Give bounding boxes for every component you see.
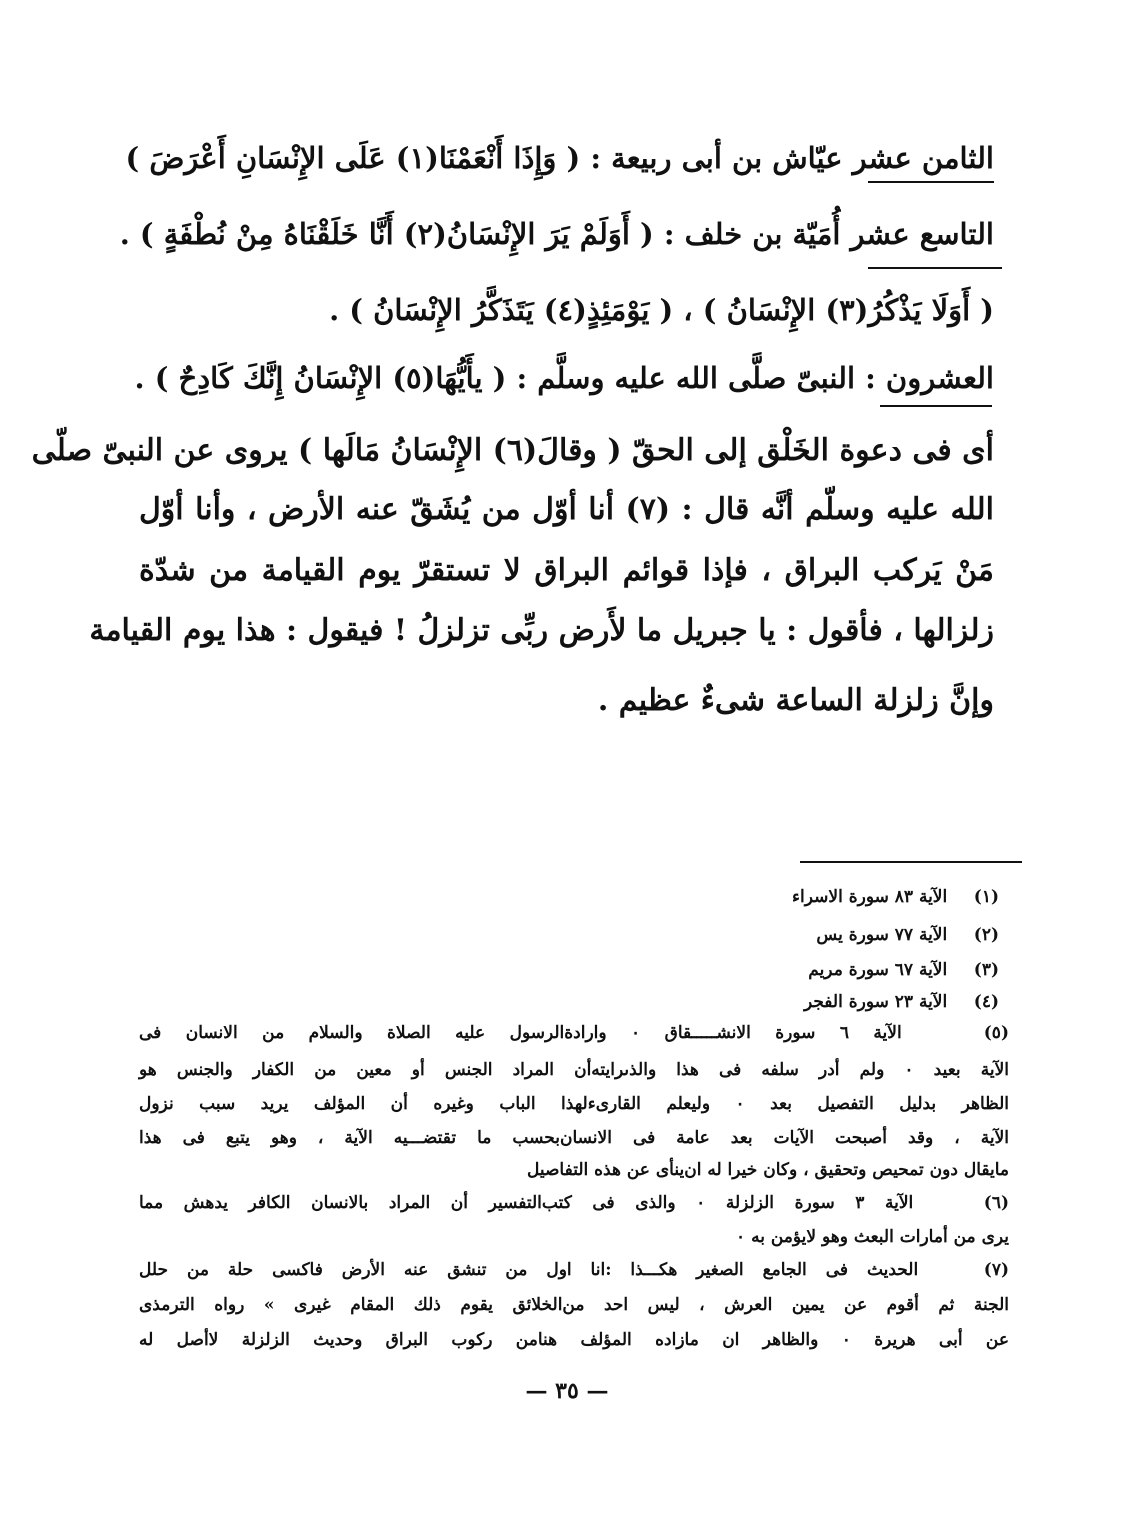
footnote-number: (٢)	[973, 925, 999, 945]
footnote-line	[139, 1125, 1009, 1151]
footnote-line	[139, 1224, 1009, 1250]
footnote-text: مايقال دون تمحيص وتحقيق ، وكان خيرا له ان‌ينأى عن هذه التفاصيل	[526, 1160, 1009, 1180]
footnote-line	[139, 884, 999, 910]
paragraph-line-1: أى فى دعوة الخَلْق إلى الحقّ ( وقالَ(٦) الإِنْسَانُ مَالَها ) يروى عن النبىّ صلّى	[31, 433, 994, 468]
underline-1	[868, 181, 994, 183]
footnote-line	[139, 1091, 1009, 1117]
footnote-text: الآية ، وقد أصبحت الآيات بعد عامة فى الانسان‌بحسب ما تقتضـــيه الآية ، وهو يتبع فى هذا	[139, 1128, 1009, 1148]
paragraph-line-4: زلزالها ، فأقول : يا جبريل ما لأَرض ربِّى تزلزلُ ! فيقول : هذا يوم القيامة	[89, 613, 994, 648]
footnote-text: الآية ٧٧ سورة يس	[816, 925, 948, 945]
main-line-4: العشرون : النبىّ صلَّى الله عليه وسلَّم : ( يأَيُّهَا(٥) الإِنْسَانُ إِنَّكَ كَادِحٌ ) .	[134, 361, 994, 395]
footnote-text: الظاهر بدليل التفصيل بعد ٠ وليعلم القارىءلهذا الباب وغيره أن المؤلف يريد سبب نزول	[139, 1094, 1009, 1114]
footnote-number: (٣)	[973, 960, 999, 980]
footnote-line	[139, 1257, 1009, 1283]
footnote-separator	[800, 861, 1022, 863]
footnote-text: الآية ٦٧ سورة مريم	[808, 960, 948, 980]
footnote-line	[139, 1157, 1009, 1183]
main-line-3: ( أَوَلَا يَذْكُرُ(٣) الإِنْسَانُ ) ، ( يَوْمَئِذٍ(٤) يَتَذَكَّرُ الإِنْسَانُ ) .	[329, 293, 994, 327]
footnote-number: (٤)	[973, 992, 999, 1012]
footnote-text: يرى من أمارات البعث وهو لايؤمن به ٠	[736, 1227, 1009, 1247]
footnote-text: الآية ٨٣ سورة الاسراء	[792, 887, 948, 907]
underline-2	[868, 267, 1002, 269]
main-line-2: التاسع عشر أُمَيّة بن خلف : ( أَوَلَمْ يَرَ الإِنْسَانُ(٢) أَنَّا خَلَقْنَاهُ مِنْ نُطْفَةٍ ) .	[119, 217, 994, 251]
paragraph-line-2: الله عليه وسلّم أنَّه قال : (٧) أنا أوّل من يُشَقّ عنه الأرض ، وأنا أوّل	[139, 492, 995, 527]
footnote-line	[139, 1020, 1009, 1046]
footnote-number: (٧)	[983, 1260, 1009, 1280]
footnote-text: الجنة ثم أقوم عن يمين العرش ، ليس احد من‌الخلائق يقوم ذلك المقام غيرى » رواه الترمذى	[139, 1295, 1009, 1315]
footnote-line	[139, 957, 999, 983]
footnote-line	[139, 1327, 1009, 1353]
paragraph-line-5: وإنَّ زلزلة الساعة شىءٌ عظيم .	[597, 683, 994, 718]
footnote-number: (٥)	[983, 1023, 1009, 1043]
underline-4	[880, 405, 992, 407]
footnote-text: عن أبى هريرة ٠ والظاهر ان مازاده المؤلف هنامن ركوب البراق وحديث الزلزلة لاأصل له	[139, 1330, 1009, 1350]
main-line-1: الثامن عشر عيّاش بن أبى ربيعة : ( وَإِذَا أَنْعَمْنَا(١) عَلَى الإِنْسَانِ أَعْرَضَ )	[125, 141, 994, 175]
page-number: — ٣٥ —	[525, 1378, 609, 1404]
footnote-text: الحديث فى الجامع الصغير هكـــذا :انا اول من تنشق عنه الأرض فاكسى حلة من حلل	[139, 1260, 919, 1280]
footnote-line	[139, 1057, 1009, 1083]
footnote-line	[139, 922, 999, 948]
footnote-line	[139, 1292, 1009, 1318]
footnote-line	[139, 1190, 1009, 1216]
paragraph-line-3: مَنْ يَركب البراق ، فإذا قوائم البراق لا تستقرّ يوم القيامة من شدّة	[139, 553, 994, 588]
footnote-text: الآية ٣ سورة الزلزلة ٠ والذى فى كتب‌التفسير أن المراد بالانسان الكافر يدهش مما	[139, 1193, 914, 1213]
footnote-number: (٦)	[983, 1193, 1009, 1213]
footnote-line	[139, 989, 999, 1015]
footnote-text: الآية بعيد ٠ ولم أدر سلفه فى هذا والذىرايته‌أن المراد الجنس أو معين من الكفار والجنس هو	[139, 1060, 1009, 1080]
footnote-text: الآية ٦ سورة الانشـــــقاق ٠ وارادةالرسول عليه الصلاة والسلام من الانسان فى	[139, 1023, 902, 1043]
footnote-text: الآية ٢٣ سورة الفجر	[803, 992, 948, 1012]
footnote-number: (١)	[973, 887, 999, 907]
